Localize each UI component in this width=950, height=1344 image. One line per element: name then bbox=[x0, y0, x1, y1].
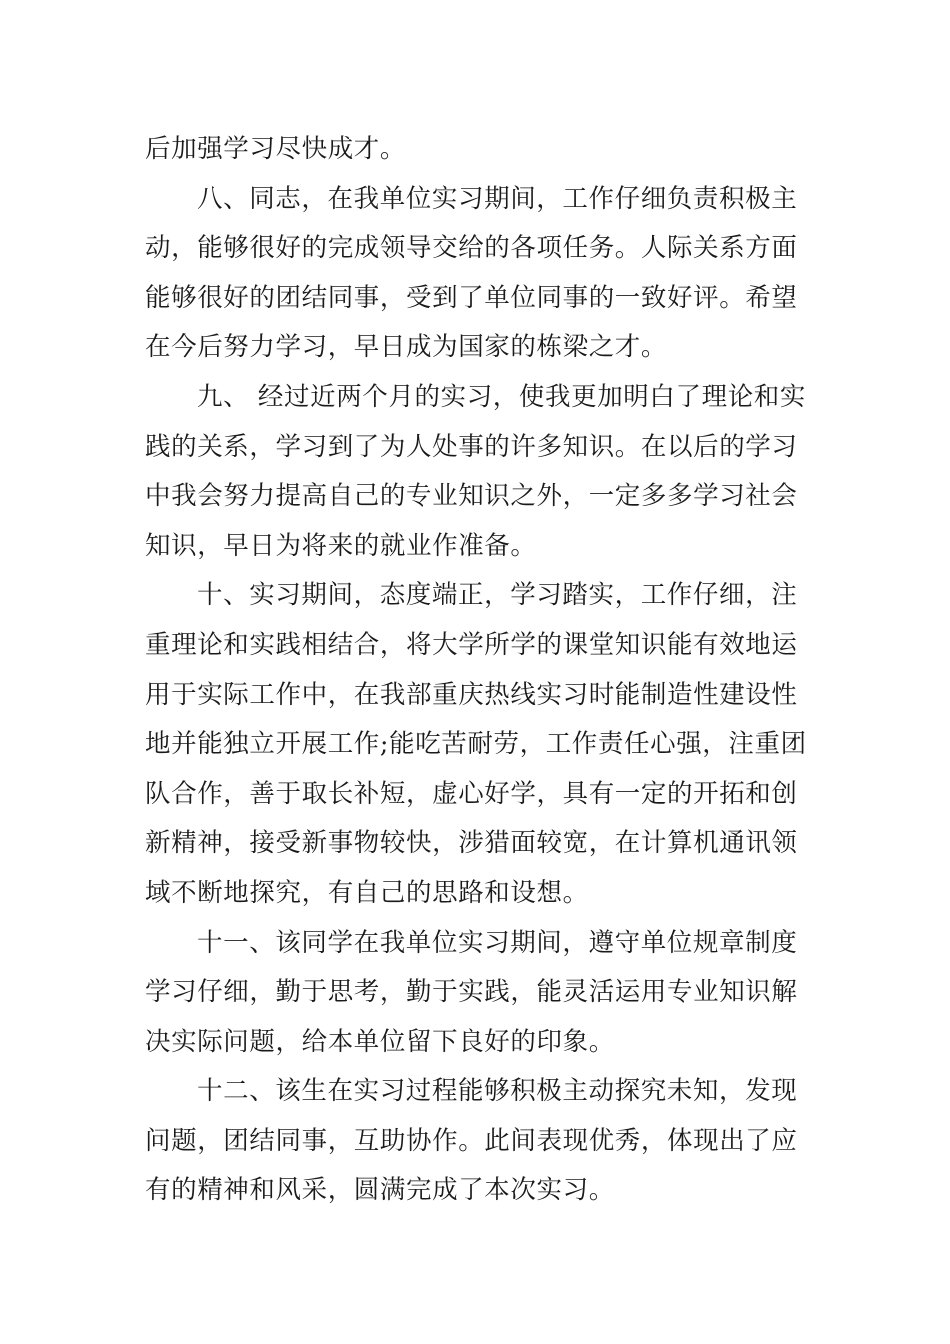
text-line: 动，能够很好的完成领导交给的各项任务。人际关系方面 bbox=[145, 233, 798, 264]
text-line: 重理论和实践相结合，将大学所学的课堂知识能有效地运 bbox=[145, 629, 798, 660]
paragraph-start-line: 八、同志，在我单位实习期间，工作仔细负责积极主 bbox=[197, 183, 798, 214]
paragraph-start-line: 十二、该生在实习过程能够积极主动探究未知，发现 bbox=[197, 1076, 798, 1107]
text-line: 地并能独立开展工作;能吃苦耐劳，工作责任心强，注重团 bbox=[145, 729, 807, 760]
text-line: 问题，团结同事，互助协作。此间表现优秀，体现出了应 bbox=[145, 1125, 798, 1156]
document-body bbox=[145, 125, 810, 1216]
paragraph-start-line: 十一、该同学在我单位实习期间，遵守单位规章制度 bbox=[197, 927, 798, 958]
paragraph-start-line: 九、 经过近两个月的实习，使我更加明白了理论和实 bbox=[197, 381, 807, 412]
text-line: 践的关系，学习到了为人处事的许多知识。在以后的学习 bbox=[145, 431, 798, 462]
text-line: 能够很好的团结同事，受到了单位同事的一致好评。希望 bbox=[145, 282, 798, 313]
text-line: 知识，早日为将来的就业作准备。 bbox=[145, 530, 537, 561]
text-line: 后加强学习尽快成才。 bbox=[145, 134, 407, 164]
text-line: 决实际问题，给本单位留下良好的印象。 bbox=[145, 1026, 615, 1057]
text-line: 新精神，接受新事物较快，涉猎面较宽，在计算机通讯领 bbox=[145, 828, 798, 859]
text-line: 学习仔细，勤于思考，勤于实践，能灵活运用专业知识解 bbox=[145, 977, 798, 1008]
text-line: 中我会努力提高自己的专业知识之外，一定多多学习社会 bbox=[145, 481, 798, 512]
text-line: 队合作，善于取长补短，虚心好学，具有一定的开拓和创 bbox=[145, 778, 798, 809]
text-line: 域不断地探究，有自己的思路和设想。 bbox=[145, 877, 589, 908]
paragraph-start-line: 十、实习期间，态度端正，学习踏实，工作仔细，注 bbox=[197, 580, 798, 611]
text-line: 有的精神和风采，圆满完成了本次实习。 bbox=[145, 1175, 615, 1206]
text-line: 用于实际工作中，在我部重庆热线实习时能制造性建设性 bbox=[145, 679, 798, 710]
text-line: 在今后努力学习，早日成为国家的栋梁之才。 bbox=[145, 332, 668, 363]
